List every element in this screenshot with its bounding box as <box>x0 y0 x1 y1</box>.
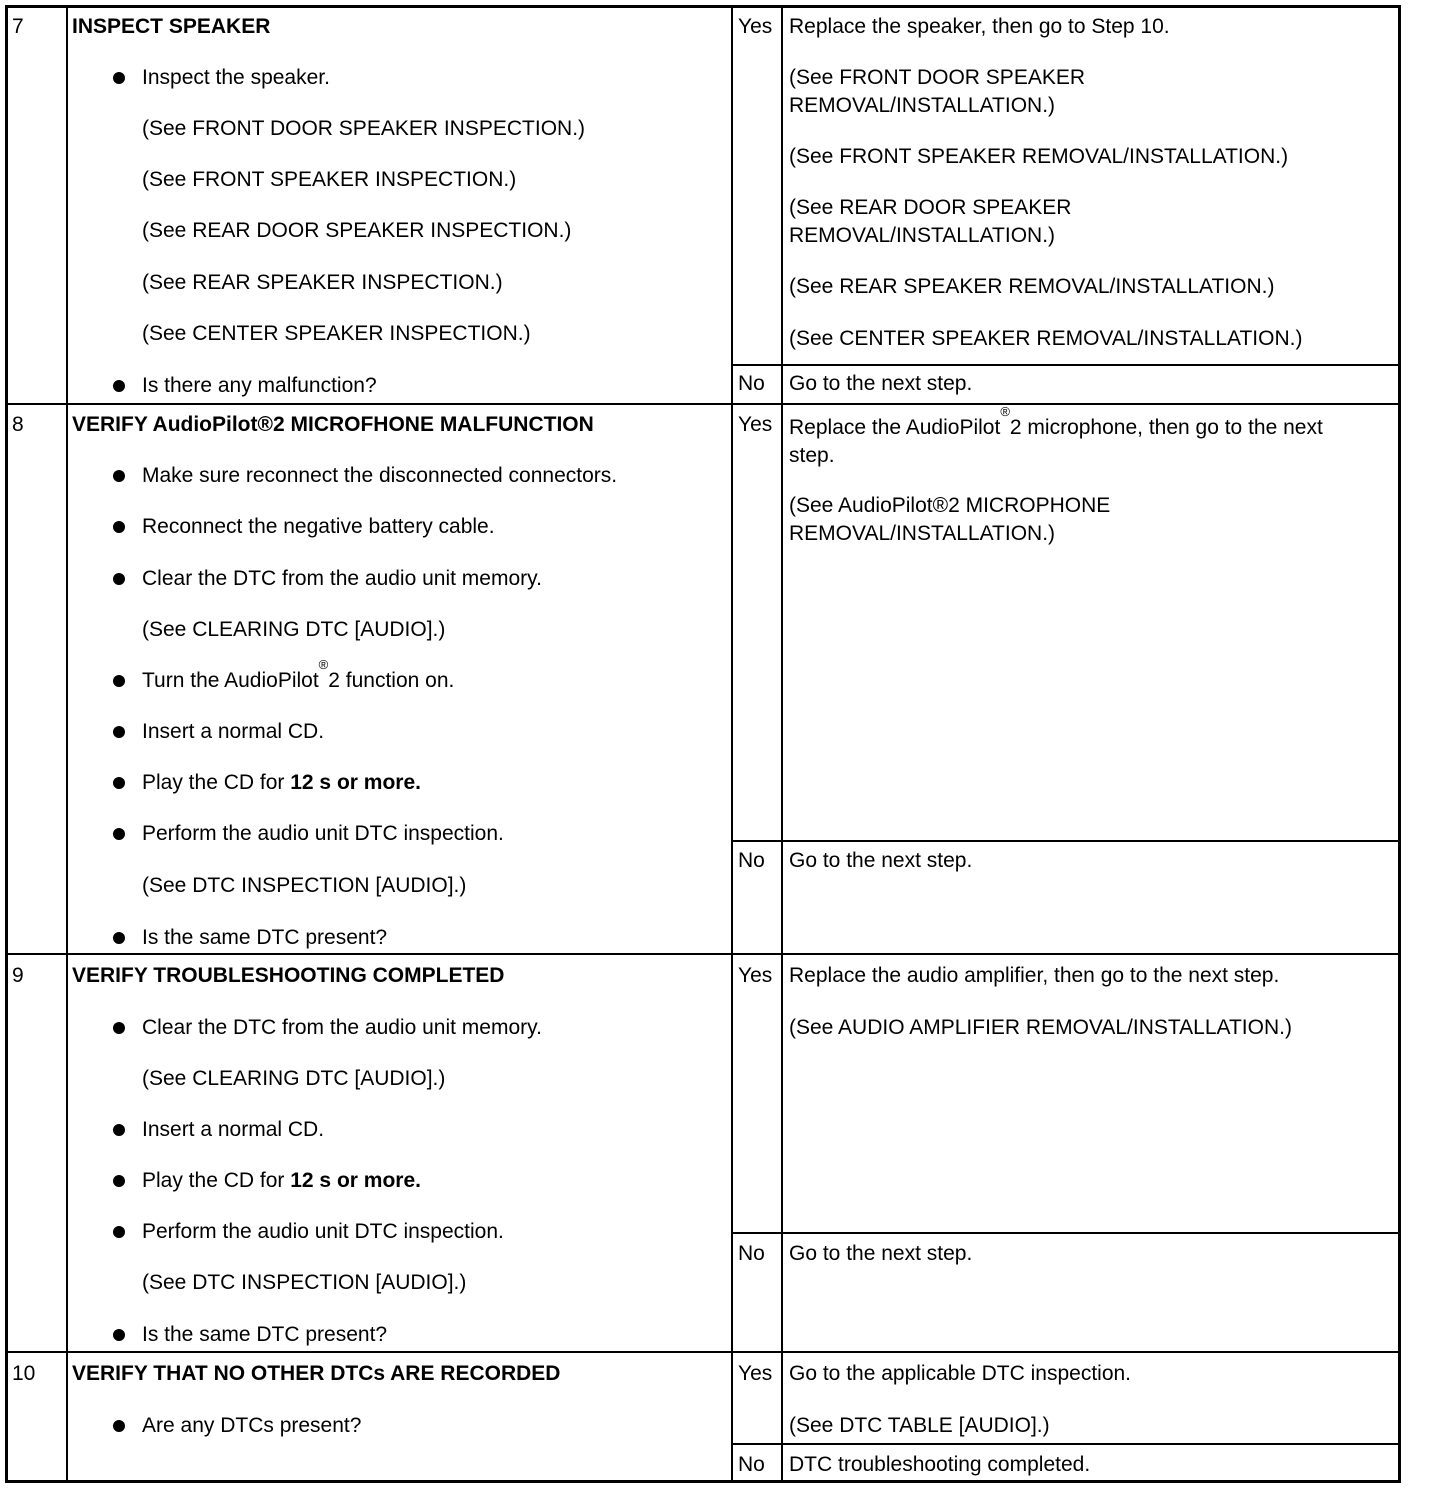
step-title: VERIFY TROUBLESHOOTING COMPLETED <box>72 964 505 987</box>
reference-link[interactable]: REMOVAL/INSTALLATION.) <box>789 224 1056 247</box>
column-divider <box>66 5 68 1483</box>
reference-link[interactable]: (See DTC INSPECTION [AUDIO].) <box>142 1271 467 1294</box>
reference-link[interactable]: (See FRONT DOOR SPEAKER <box>789 66 1086 89</box>
step-number: 7 <box>12 15 24 38</box>
bullet-icon <box>113 573 125 585</box>
reference-link[interactable]: (See FRONT SPEAKER REMOVAL/INSTALLATION.) <box>789 145 1289 168</box>
bullet-icon <box>113 1124 125 1136</box>
column-divider <box>731 5 733 1483</box>
action-text: Replace the AudioPilot <box>789 416 1001 439</box>
step-item: Is there any malfunction? <box>142 374 377 397</box>
step-number: 10 <box>12 1362 36 1385</box>
no-action: Go to the next step. <box>789 1242 973 1265</box>
step-item: Perform the audio unit DTC inspection. <box>142 822 504 845</box>
bullet-icon <box>113 828 125 840</box>
registered-mark: ® <box>318 657 329 672</box>
bullet-icon <box>113 1420 125 1432</box>
item-text: Play the CD for <box>142 1169 291 1192</box>
step-title: INSPECT SPEAKER <box>72 15 271 38</box>
row-divider <box>5 403 1401 405</box>
reference-link[interactable]: REMOVAL/INSTALLATION.) <box>789 94 1056 117</box>
step-item: Make sure reconnect the disconnected connectors. <box>142 464 618 487</box>
yes-action: step. <box>789 444 835 467</box>
bullet-icon <box>113 726 125 738</box>
reference-link[interactable]: (See CLEARING DTC [AUDIO].) <box>142 1067 446 1090</box>
reference-link[interactable]: (See REAR DOOR SPEAKER <box>789 196 1072 219</box>
reference-link[interactable]: (See CENTER SPEAKER REMOVAL/INSTALLATION.) <box>789 327 1303 350</box>
step-number: 9 <box>12 964 24 987</box>
item-text: Turn the AudioPilot <box>142 669 319 692</box>
bullet-icon <box>113 1175 125 1187</box>
no-action: DTC troubleshooting completed. <box>789 1453 1091 1476</box>
step-title: VERIFY THAT NO OTHER DTCs ARE RECORDED <box>72 1362 561 1385</box>
reference-link[interactable]: (See CENTER SPEAKER INSPECTION.) <box>142 322 531 345</box>
no-action: Go to the next step. <box>789 849 973 872</box>
reference-link[interactable]: (See AUDIO AMPLIFIER REMOVAL/INSTALLATION.) <box>789 1016 1292 1039</box>
yes-label: Yes <box>738 1362 773 1385</box>
no-label: No <box>738 1242 765 1265</box>
step-number: 8 <box>12 413 24 436</box>
yes-action <box>789 404 1323 442</box>
step-item: Inspect the speaker. <box>142 66 330 89</box>
yes-action: Replace the audio amplifier, then go to the next step. <box>789 964 1280 987</box>
reference-link[interactable]: (See REAR SPEAKER INSPECTION.) <box>142 271 503 294</box>
bullet-icon <box>113 932 125 944</box>
yes-no-divider <box>731 840 1401 842</box>
reference-link[interactable]: (See AudioPilot®2 MICROPHONE <box>789 494 1111 517</box>
bullet-icon <box>113 72 125 84</box>
action-text: 2 microphone, then go to the next <box>1009 416 1323 439</box>
item-emphasis: 12 s or more. <box>290 771 421 794</box>
no-label: No <box>738 849 765 872</box>
item-text: Play the CD for <box>142 771 291 794</box>
step-item: Is the same DTC present? <box>142 926 388 949</box>
step-item: Are any DTCs present? <box>142 1414 362 1437</box>
reference-link[interactable]: (See FRONT SPEAKER INSPECTION.) <box>142 168 517 191</box>
row-divider <box>5 1351 1401 1353</box>
yes-no-divider <box>731 1443 1401 1445</box>
step-item <box>142 769 421 797</box>
bullet-icon <box>113 380 125 392</box>
no-label: No <box>738 1453 765 1476</box>
yes-no-divider <box>731 1232 1401 1234</box>
yes-no-divider <box>731 364 1401 366</box>
no-label: No <box>738 372 765 395</box>
yes-label: Yes <box>738 413 773 436</box>
item-emphasis: 12 s or more. <box>290 1169 421 1192</box>
step-item: Insert a normal CD. <box>142 720 325 743</box>
yes-label: Yes <box>738 15 773 38</box>
yes-label: Yes <box>738 964 773 987</box>
step-item: Clear the DTC from the audio unit memory. <box>142 567 542 590</box>
reference-link[interactable]: (See DTC INSPECTION [AUDIO].) <box>142 874 467 897</box>
step-item: Is the same DTC present? <box>142 1323 388 1346</box>
registered-mark: ® <box>1000 404 1010 419</box>
column-divider <box>781 5 783 1483</box>
step-item: Reconnect the negative battery cable. <box>142 515 495 538</box>
no-action: Go to the next step. <box>789 372 973 395</box>
step-item: Insert a normal CD. <box>142 1118 325 1141</box>
bullet-icon <box>113 1226 125 1238</box>
reference-link[interactable]: (See REAR DOOR SPEAKER INSPECTION.) <box>142 219 572 242</box>
bullet-icon <box>113 470 125 482</box>
yes-action: Go to the applicable DTC inspection. <box>789 1362 1132 1385</box>
step-item: Perform the audio unit DTC inspection. <box>142 1220 504 1243</box>
item-text: 2 function on. <box>328 669 455 692</box>
bullet-icon <box>113 521 125 533</box>
bullet-icon <box>113 1022 125 1034</box>
reference-link[interactable]: REMOVAL/INSTALLATION.) <box>789 522 1056 545</box>
bullet-icon <box>113 675 125 687</box>
step-item <box>142 657 455 695</box>
yes-action: Replace the speaker, then go to Step 10. <box>789 15 1170 38</box>
step-item <box>142 1167 421 1195</box>
reference-link[interactable]: (See DTC TABLE [AUDIO].) <box>789 1414 1050 1437</box>
reference-link[interactable]: (See REAR SPEAKER REMOVAL/INSTALLATION.) <box>789 275 1275 298</box>
reference-link[interactable]: (See FRONT DOOR SPEAKER INSPECTION.) <box>142 117 586 140</box>
bullet-icon <box>113 777 125 789</box>
reference-link[interactable]: (See CLEARING DTC [AUDIO].) <box>142 618 446 641</box>
step-item: Clear the DTC from the audio unit memory. <box>142 1016 542 1039</box>
bullet-icon <box>113 1329 125 1341</box>
row-divider <box>5 953 1401 955</box>
step-title: VERIFY AudioPilot®2 MICROFHONE MALFUNCTION <box>72 413 594 436</box>
